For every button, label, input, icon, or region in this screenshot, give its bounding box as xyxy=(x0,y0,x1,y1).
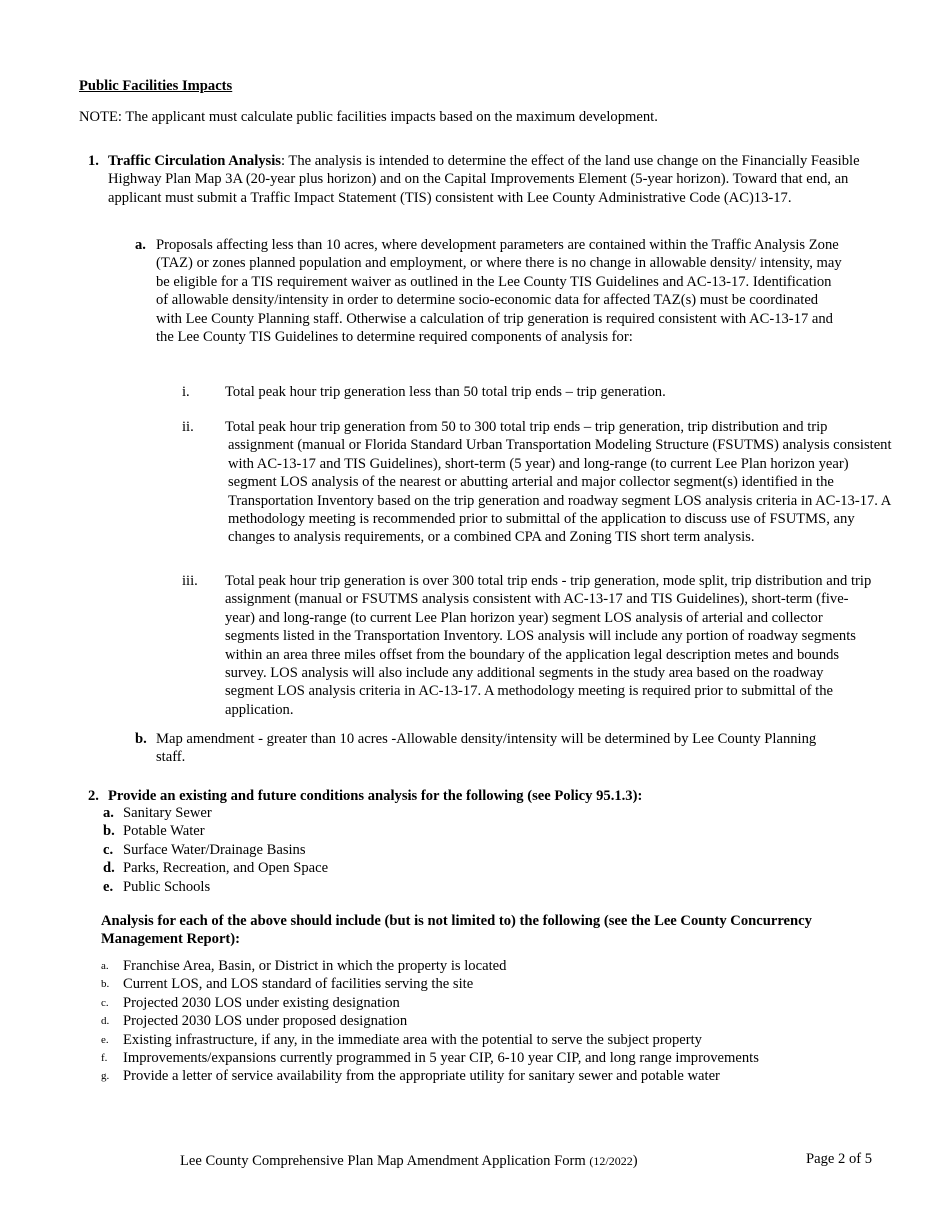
list-item-letter: e. xyxy=(103,878,114,895)
item-1-text: : The analysis is intended to determine the effect of the land use change on the Financially Feasible Highway Plan Map 3A (20-year plus horizon) and on the Capital Improvements Element (5-year horizon). Toward that end, an applicant must submit a Traffic Impact Statement (TIS) consistent with Lee County Administrative Code (AC)13-17. xyxy=(108,153,860,206)
list-item-letter: g. xyxy=(101,1070,110,1083)
list-item-letter: c. xyxy=(101,996,109,1009)
list-item-text: Projected 2030 LOS under proposed designation xyxy=(123,1013,408,1030)
section-heading: Public Facilities Impacts xyxy=(79,78,233,94)
list-item-letter: c. xyxy=(103,841,114,858)
roman-text-ii xyxy=(225,418,894,547)
list-item-text: Provide a letter of service availability from the appropriate utility for sanitary sewer and potable water xyxy=(123,1068,720,1085)
list-item xyxy=(101,975,759,993)
item-1a-text: Proposals affecting less than 10 acres, where development parameters are contained within the Traffic Analysis Zone (TAZ) or zones planned population and employment, or where there is no change in allowable density/ intensity, may be eligible for a TIS requirement waiver as outlined in the Lee County TIS Guidelines and AC-13-17. Identification of allowable density/intensity in order to determine socio-economic data for affected TAZ(s) must be coordinated with Lee County Planning staff. Otherwise a calculation of trip generation is required consistent with AC-13-17 and the Lee County TIS Guidelines to determine required components of analysis for: xyxy=(156,237,842,346)
list-item-letter: f. xyxy=(101,1052,108,1065)
list-item-text: Potable Water xyxy=(123,823,205,840)
analysis-heading: Analysis for each of the above should include (but is not limited to) the following (see the Lee County Concurrency Management Report): xyxy=(101,913,812,948)
item-1-number: 1. xyxy=(88,153,99,169)
list-item-text: Sanitary Sewer xyxy=(123,805,212,821)
list-item-letter: b. xyxy=(103,823,115,840)
item-1b-letter: b. xyxy=(135,731,147,747)
footer-date: (12/2022 xyxy=(589,1154,633,1168)
roman-text-i: Total peak hour trip generation less than 50 total trip ends – trip generation. xyxy=(225,384,666,400)
list-item xyxy=(101,1012,759,1030)
roman-numeral-ii: ii. xyxy=(182,419,194,435)
footer-title-text: Lee County Comprehensive Plan Map Amendment Application Form xyxy=(180,1153,586,1169)
list-item-text: Public Schools xyxy=(123,878,211,895)
list-item xyxy=(101,1067,759,1085)
list-item-letter: b. xyxy=(101,978,110,991)
list-item xyxy=(103,822,328,840)
footer-form-title xyxy=(180,1152,638,1170)
item-1a-letter: a. xyxy=(135,237,146,253)
list-item-text: Surface Water/Drainage Basins xyxy=(123,841,306,858)
item-1b xyxy=(135,730,847,767)
item-1a xyxy=(135,236,847,346)
list-item xyxy=(103,878,328,896)
list-item-letter: a. xyxy=(103,805,114,821)
roman-item-ii xyxy=(182,418,894,547)
roman-item-i xyxy=(182,383,894,401)
item-1-title: Traffic Circulation Analysis xyxy=(108,153,281,169)
roman-numeral-i: i. xyxy=(182,384,190,400)
list-item-letter: d. xyxy=(101,1015,110,1028)
list-item-text: Projected 2030 LOS under existing designation xyxy=(123,994,400,1011)
analysis-list xyxy=(101,957,759,1086)
list-item xyxy=(103,859,328,877)
list-item xyxy=(101,994,759,1012)
list-item-text: Existing infrastructure, if any, in the immediate area with the potential to serve the subject property xyxy=(123,1031,702,1048)
item-1b-text: Map amendment - greater than 10 acres -Allowable density/intensity will be determined by Lee County Planning staff. xyxy=(156,731,817,766)
list-item-text: Current LOS, and LOS standard of facilities serving the site xyxy=(123,976,474,993)
list-item xyxy=(103,804,328,822)
list-item-text: Franchise Area, Basin, or District in which the property is located xyxy=(123,958,507,974)
page-number: Page 2 of 5 xyxy=(806,1151,873,1167)
list-item xyxy=(101,957,759,975)
list-item-text: Parks, Recreation, and Open Space xyxy=(123,860,329,877)
list-item xyxy=(103,841,328,859)
item-1 xyxy=(88,152,868,207)
item-2-text: Provide an existing and future conditions analysis for the following (see Policy 95.1.3): xyxy=(108,788,643,804)
list-item-letter: a. xyxy=(101,960,109,972)
facility-list xyxy=(103,804,328,896)
list-item xyxy=(101,1049,759,1067)
item-2 xyxy=(88,787,888,805)
list-item-text: Improvements/expansions currently programmed in 5 year CIP, 6-10 year CIP, and long range improvements xyxy=(123,1050,759,1067)
roman-text-iii: Total peak hour trip generation is over 300 total trip ends - trip generation, mode split, trip distribution and trip assignment (manual or FSUTMS analysis consistent with AC-13-17 and TIS Guidelines), short-term (five-year) and long-range (to current Lee Plan horizon year) segment LOS analysis of arterial and collector segments listed in the Transportation Inventory. LOS analysis will include any portion of roadway segments within an area three miles offset from the boundary of the application legal description metes and bounds survey. LOS analysis will also include any additional segments in the study area based on the roadway segment LOS analysis criteria in AC-13-17. A methodology meeting is required prior to submittal of the application. xyxy=(225,573,872,718)
list-item-letter: e. xyxy=(101,1033,109,1046)
roman-numeral-iii: iii. xyxy=(182,573,198,589)
list-item-letter: d. xyxy=(103,860,115,877)
roman-text-ii-rest: assignment (manual or Florida Standard Urban Transportation Modeling Structure (FSUTMS) analysis consistent with AC-13-17 and TIS Guidelines), short-term (5 year) and long-range (to current Lee Plan horizon year) segment LOS analysis of the nearest or abutting arterial and major collector segment(s) identified in the Transportation Inventory based on the trip generation and roadway segment LOS analysis criteria in AC-13-17. A methodology meeting is recommended prior to submittal of the application to discuss use of FSUTMS, any changes to analysis requirements, or a combined CPA and Zoning TIS short term analysis. xyxy=(228,437,892,546)
roman-item-iii xyxy=(182,572,872,719)
item-2-number: 2. xyxy=(88,788,99,804)
list-item xyxy=(101,1031,759,1049)
roman-text-ii-first: Total peak hour trip generation from 50 to 300 total trip ends – trip generation, trip distribution and trip xyxy=(225,419,828,435)
note-text: NOTE: The applicant must calculate public facilities impacts based on the maximum development. xyxy=(79,109,658,125)
footer-close-paren: ) xyxy=(632,1153,638,1169)
item-1-body xyxy=(108,152,868,207)
